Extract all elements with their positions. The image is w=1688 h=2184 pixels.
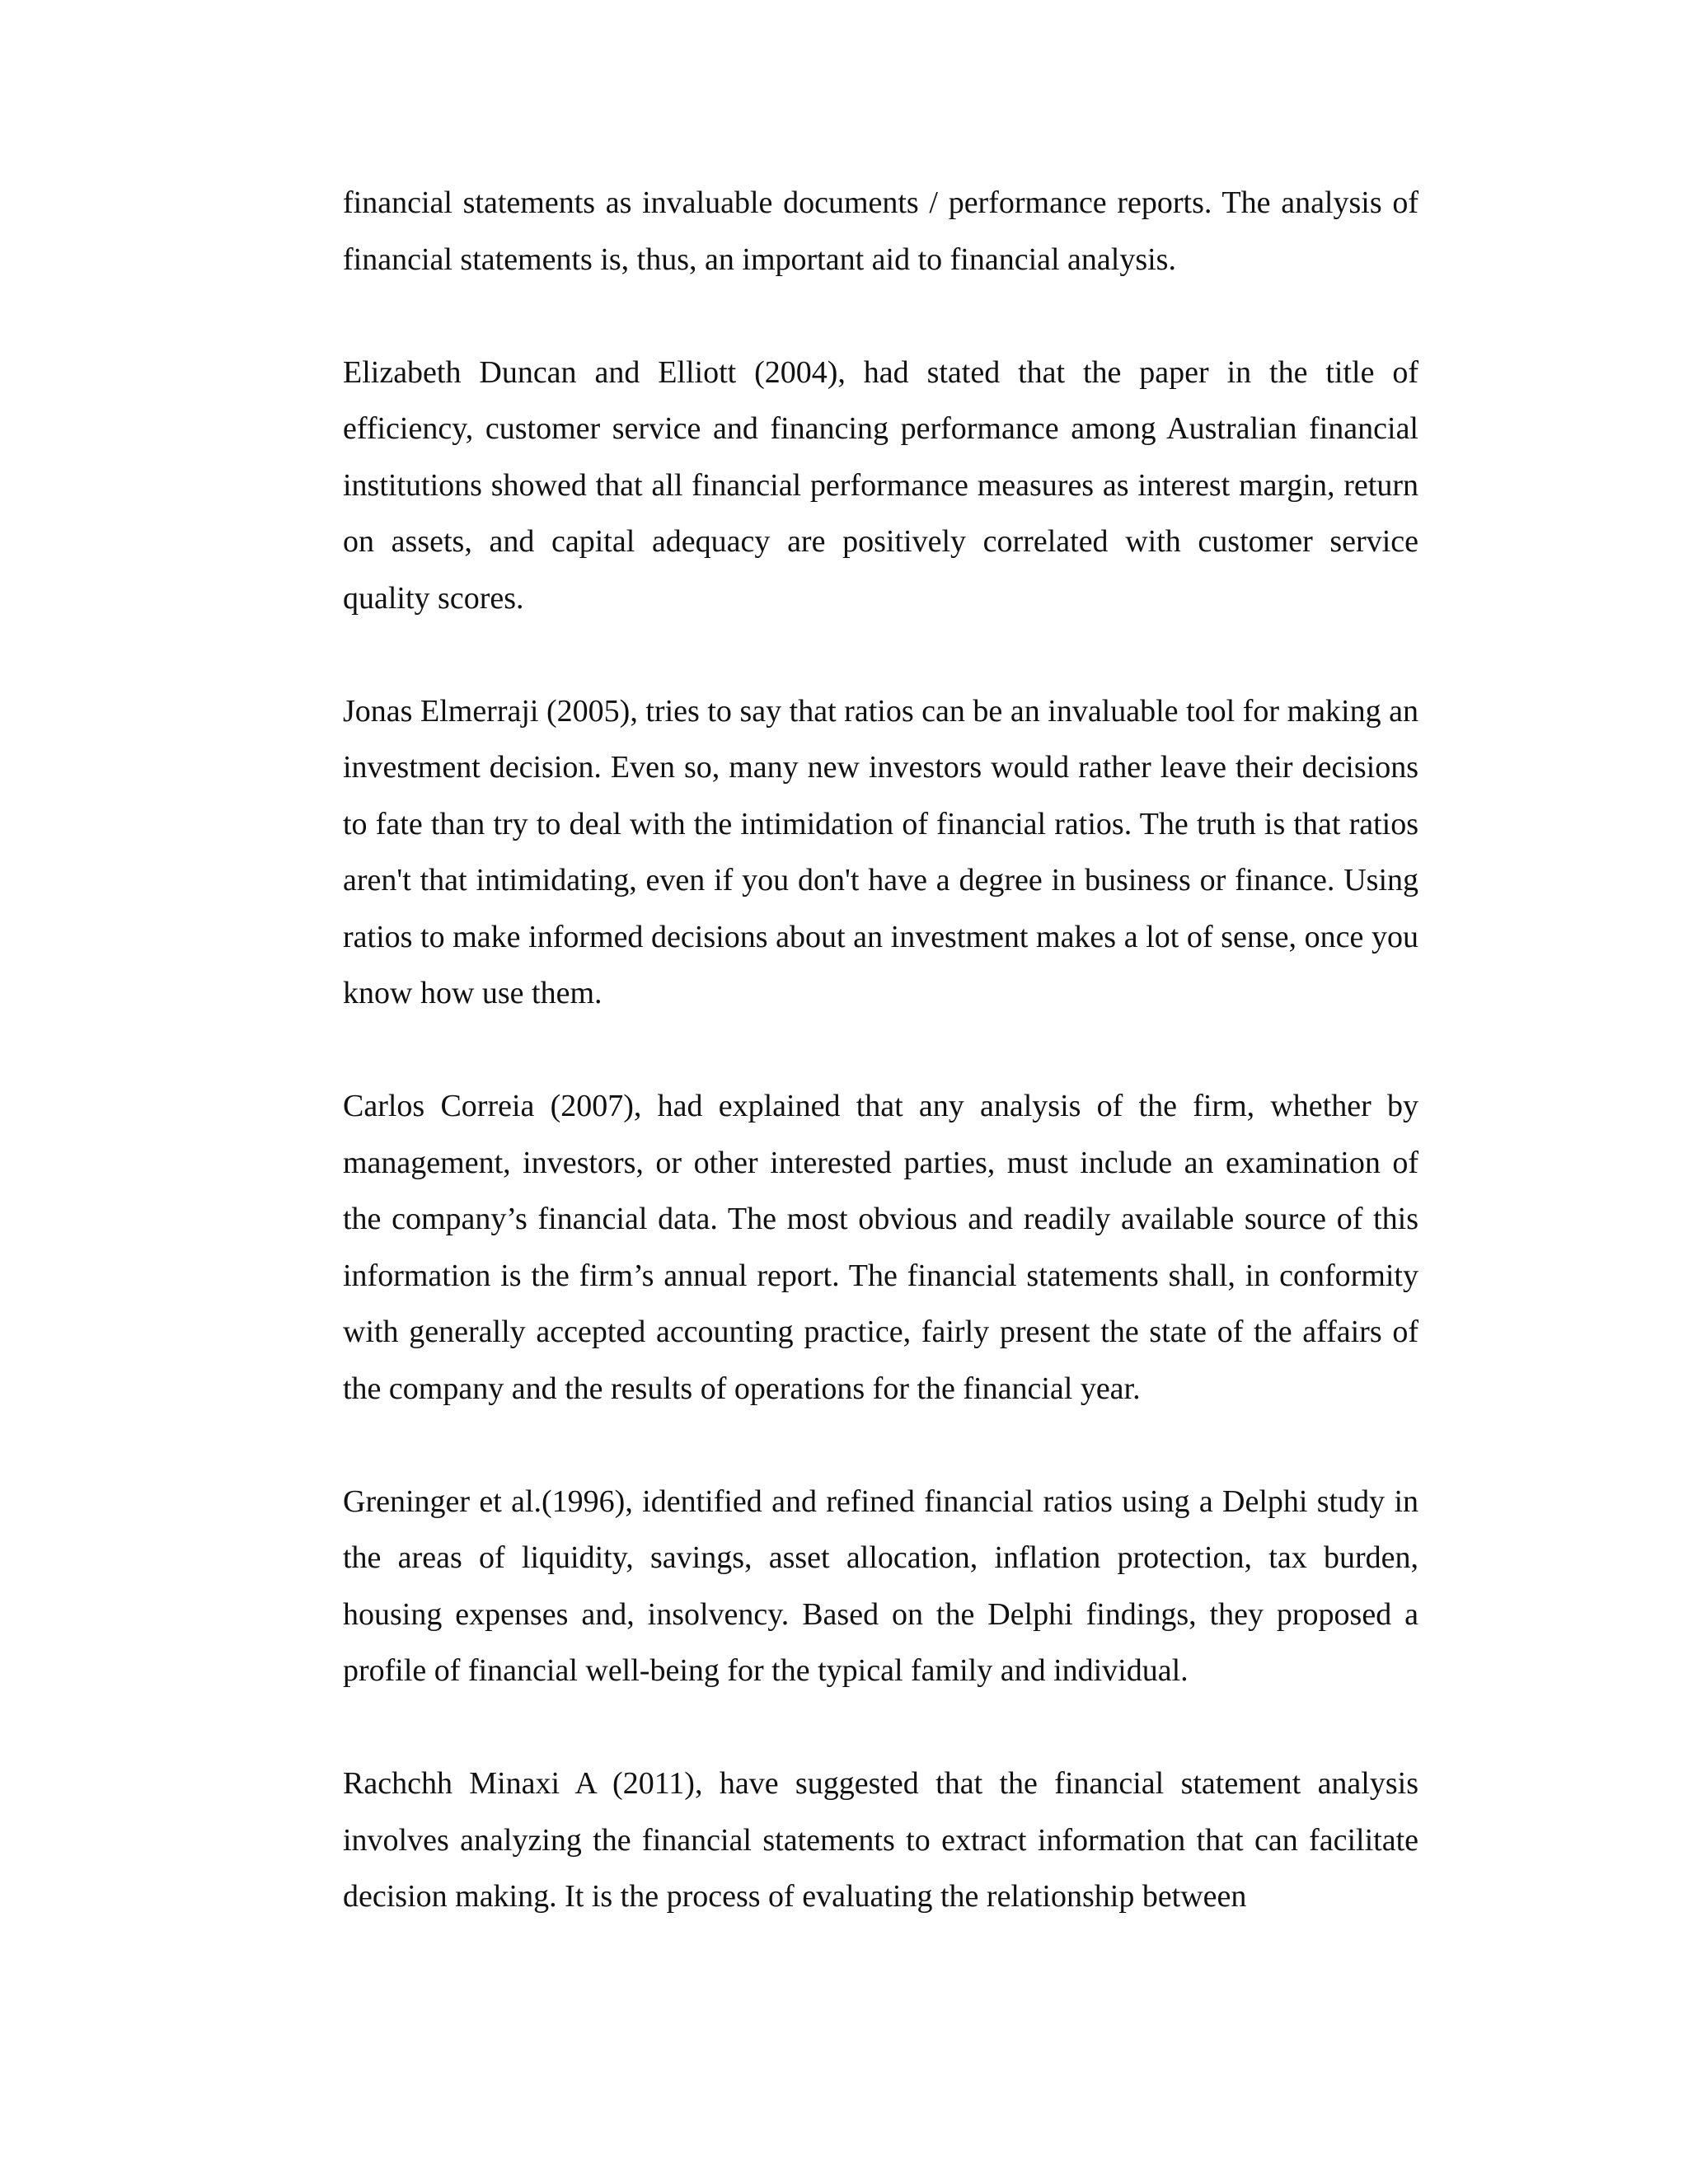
paragraph-rachchh: Rachchh Minaxi A (2011), have suggested that the financial statement analysis involves analyzing the financial statements to extract information that can facilitate decision making. It is the process of evaluating the relationship between bbox=[343, 1766, 1418, 1914]
paragraph-elmerraji: Jonas Elmerraji (2005), tries to say that ratios can be an invaluable tool for making an investment decision. Even so, many new investors would rather leave their decisions to fate than try to deal with the intimidation of financial ratios. The truth is that ratios aren't that intimidating, even if you don't have a degree in business or finance. Using ratios to make informed decisions about an investment makes a lot of sense, once you know how use them. bbox=[343, 693, 1418, 1010]
body-text bbox=[343, 175, 1418, 1925]
paragraph-correia: Carlos Correia (2007), had explained that any analysis of the firm, whether by management, investors, or other interested parties, must include an examination of the company’s financial data. The most obvious and readily available source of this information is the firm’s annual report. The financial statements shall, in conformity with generally accepted accounting practice, fairly present the state of the affairs of the company and the results of operations for the financial year. bbox=[343, 1089, 1418, 1406]
paragraph-greninger: Greninger et al.(1996), identified and refined financial ratios using a Delphi study in the areas of liquidity, savings, asset allocation, inflation protection, tax burden, housing expenses and, insolvency. Based on the Delphi findings, they proposed a profile of financial well-being for the typical family and individual. bbox=[343, 1483, 1418, 1688]
paragraph-duncan-elliott: Elizabeth Duncan and Elliott (2004), had stated that the paper in the title of efficiency, customer service and financing performance among Australian financial institutions showed that all financial performance measures as interest margin, return on assets, and capital adequacy are positively correlated with customer service quality scores. bbox=[343, 354, 1418, 616]
paragraph-financial-statements: financial statements as invaluable documents / performance reports. The analysis of financial statements is, thus, an important aid to financial analysis. bbox=[343, 185, 1418, 277]
